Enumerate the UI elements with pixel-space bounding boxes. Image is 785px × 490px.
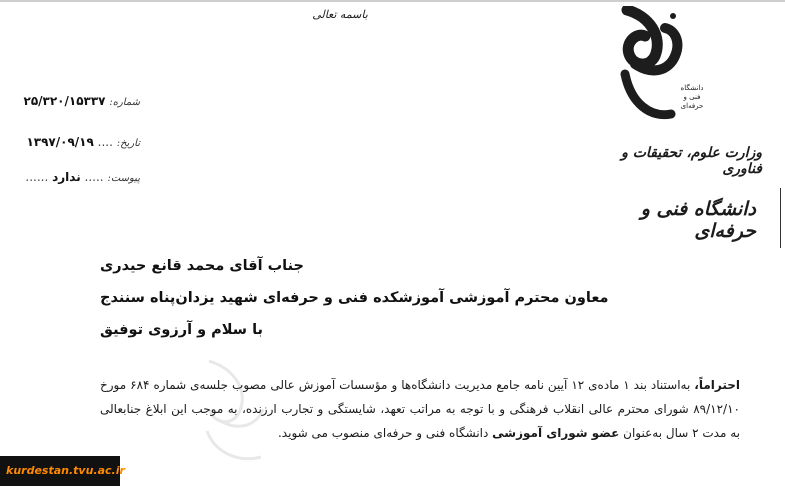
body-opening: احتراماً، — [694, 378, 740, 392]
greeting-line: با سلام و آرزوی توفیق — [100, 322, 263, 338]
body-text-1: به‌استناد بند ۱ ماده‌ی ۱۲ آیین نامه جامع مدیریت دانشگاه‌ها و مؤسسات آموزش عالی مصوب جلسه‌ی شماره ۶۸۴ مورخ ۸۹/۱۲/۱۰ شورای محترم عالی انقلاب فرهنگی و با توجه به مراتب تعهد، شایستگی و تجارب ارزنده، به موجب این ابلاغ جنابعالی به مدت ۲ سال به‌عنوان — [100, 378, 740, 440]
date-value: ۱۳۹۷/۰۹/۱۹ — [26, 135, 94, 149]
attachment-value: ندارد — [52, 170, 81, 184]
position-line: معاون محترم آموزشی آموزشکده فنی و حرفه‌ای شهید یزدان‌پناه سنندج — [100, 290, 609, 306]
letter-number — [10, 94, 140, 108]
attachment-dots: ..... — [84, 170, 104, 184]
date-dots: .... — [97, 135, 113, 149]
body-bold-phrase: عضو شورای آموزشی — [492, 426, 620, 440]
header-rule — [780, 188, 781, 248]
letter-attachment: پیوست: ..... ندارد ...... — [25, 170, 140, 184]
date-label: تاریخ: — [116, 138, 140, 149]
number-label: شماره: — [109, 97, 140, 108]
university-name: دانشگاه فنی و حرفه‌ای — [640, 198, 756, 242]
number-value: ۲۵/۳۲۰/۱۵۳۳۷ — [23, 94, 106, 108]
footer-site-link[interactable]: kurdestan.tvu.ac.ir — [6, 464, 125, 477]
body-text-2: دانشگاه فنی و حرفه‌ای منصوب می شوید. — [277, 426, 493, 440]
letter-date — [10, 135, 140, 149]
ministry-name: وزارت علوم، تحقیقات و فناوری — [621, 145, 762, 177]
basmala: باسمه تعالی — [312, 8, 368, 21]
top-divider — [0, 0, 785, 2]
attachment-label: پیوست: — [107, 173, 140, 184]
letter-body — [100, 373, 740, 445]
logo-caption: دانشگاه فنی و حرفه‌ای — [680, 84, 704, 110]
recipient-line: جناب آقای محمد قانع حیدری — [100, 258, 304, 274]
